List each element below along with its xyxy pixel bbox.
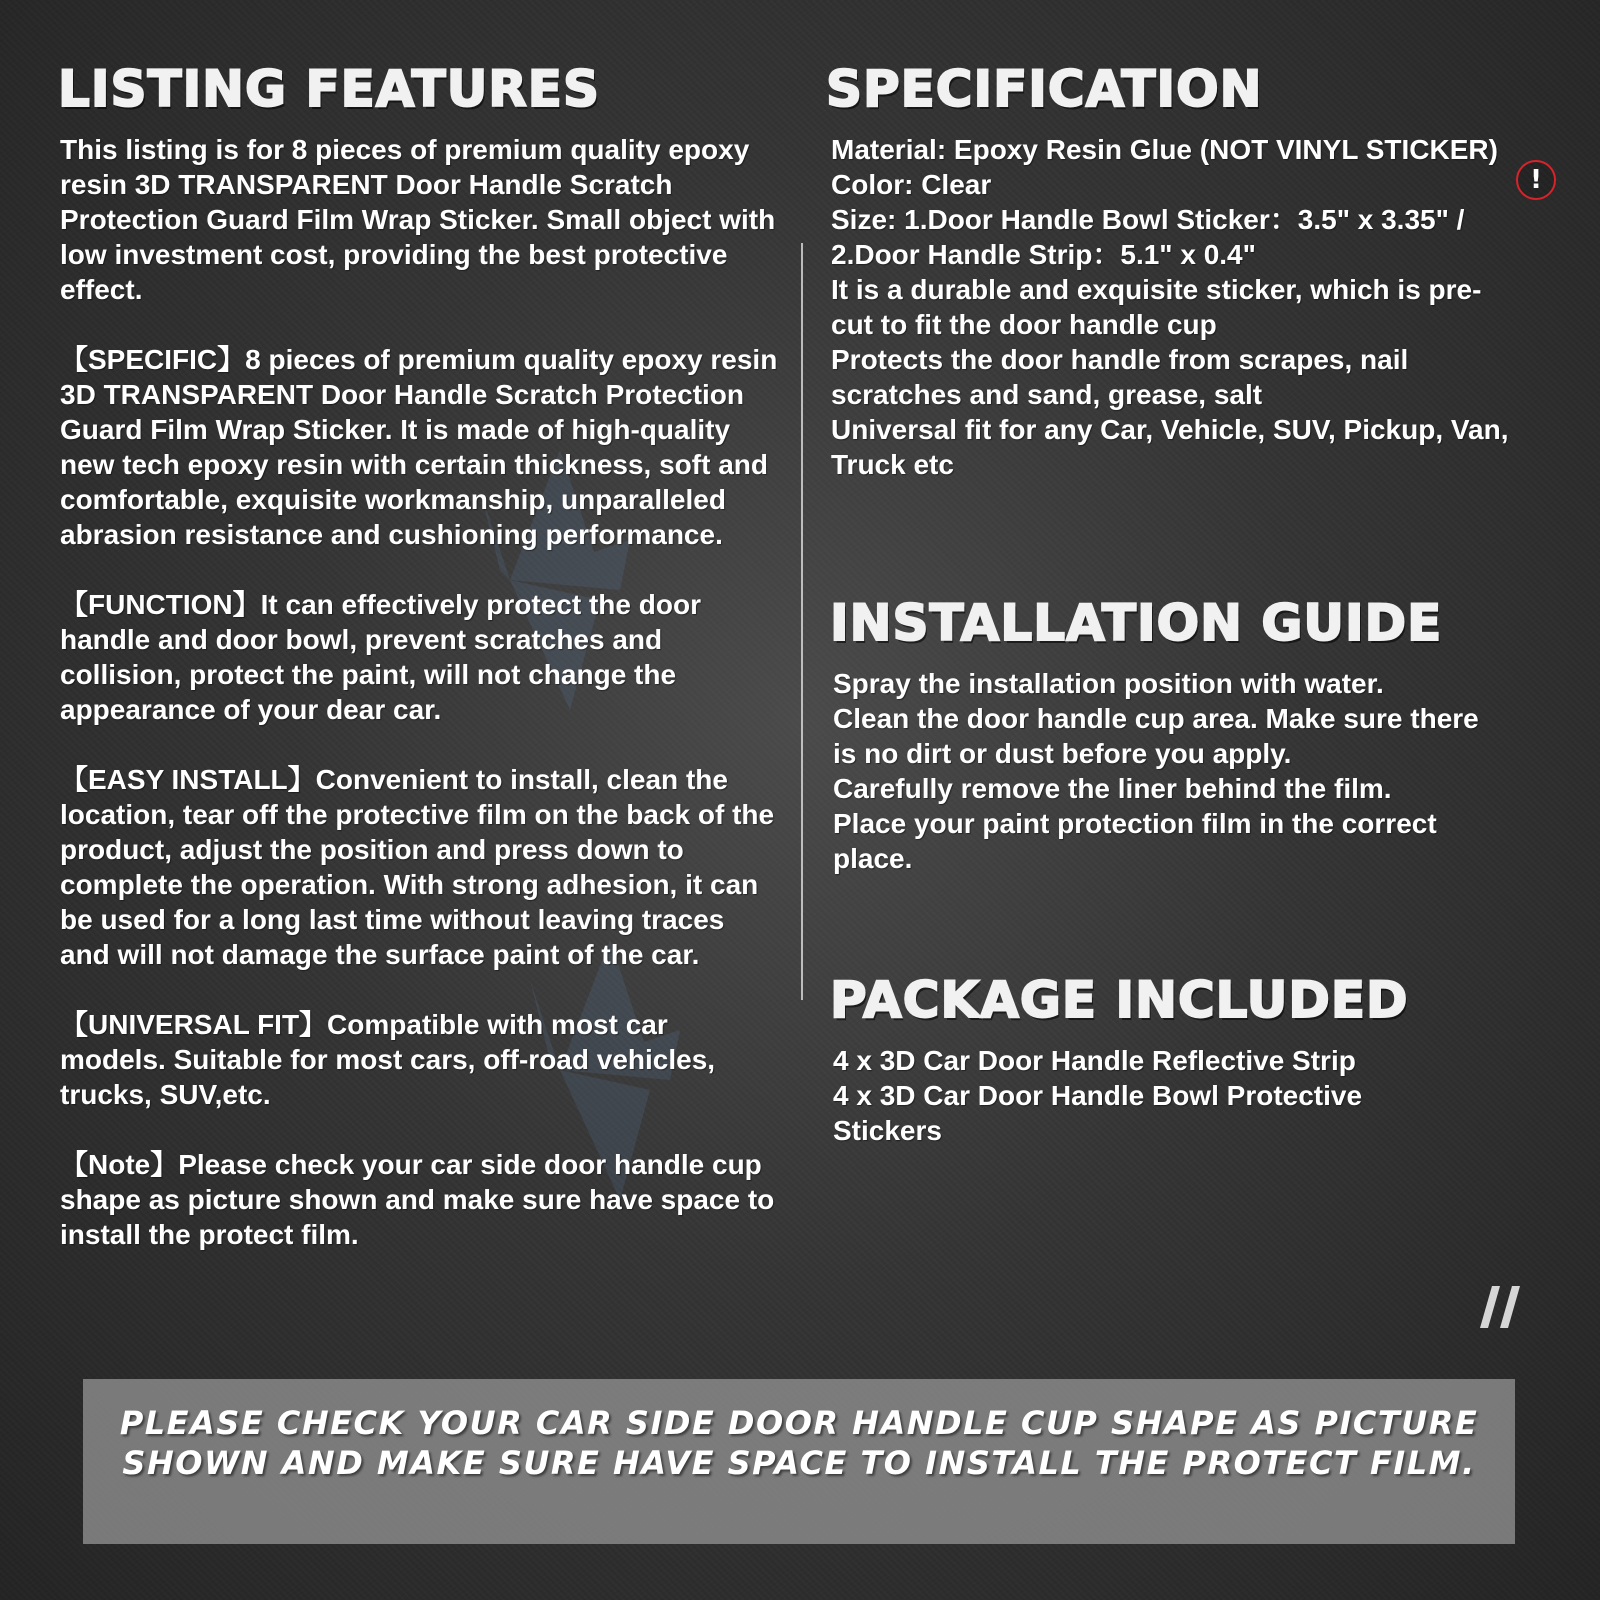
specific-paragraph: 【SPECIFIC】8 pieces of premium quality epoxy resin 3D TRANSPARENT Door Handle Scratch Protection Guard Film Wrap Sticker. It is made of high-quality new tech epoxy resin with certain thickness, soft and comfortable, exquisite workmanship, unparalleled abrasion resistance and cushioning performance. — [60, 344, 778, 550]
package-item: 4 x 3D Car Door Handle Reflective Strip — [833, 1045, 1356, 1076]
package-included-body — [833, 1043, 1433, 1148]
notice-banner-text: PLEASE CHECK YOUR CAR SIDE DOOR HANDLE CUP SHAPE AS PICTURE SHOWN AND MAKE SURE HAVE SPACE TO INSTALL THE PROTECT FILM. — [119, 1404, 1479, 1482]
specification-body — [831, 132, 1521, 482]
column-divider — [801, 243, 803, 1000]
listing-intro-paragraph: This listing is for 8 pieces of premium quality epoxy resin 3D TRANSPARENT Door Handle Scratch Protection Guard Film Wrap Sticker. Small object with low investment cost, providing the best protective effect. — [60, 134, 776, 305]
listing-features-body — [60, 132, 780, 1252]
double-slash-decoration — [1478, 1282, 1528, 1332]
spec-universal: Universal fit for any Car, Vehicle, SUV, Pickup, Van, Truck etc — [831, 414, 1509, 480]
spec-durable: It is a durable and exquisite sticker, which is pre-cut to fit the door handle cup — [831, 274, 1482, 340]
package-included-heading: PACKAGE INCLUDED — [830, 971, 1409, 1029]
easy-install-paragraph: 【EASY INSTALL】Convenient to install, clean the location, tear off the protective film on the back of the product, adjust the position and press down to complete the operation. With strong adhesion, it can be used for a long last time without leaving traces and will not damage the surface paint of the car. — [60, 764, 775, 970]
exclamation-circle-icon: ! — [1516, 160, 1556, 200]
notice-banner — [83, 1379, 1515, 1544]
installation-guide-body — [833, 666, 1493, 876]
install-step: Clean the door handle cup area. Make sure there is no dirt or dust before you apply. — [833, 703, 1479, 769]
package-item: 4 x 3D Car Door Handle Bowl Protective Stickers — [833, 1080, 1363, 1146]
function-paragraph: 【FUNCTION】It can effectively protect the door handle and door bowl, prevent scratches and collision, protect the paint, will not change the appearance of your dear car. — [60, 589, 701, 725]
listing-features-heading: LISTING FEATURES — [58, 60, 600, 118]
spec-size: Size: 1.Door Handle Bowl Sticker：3.5" x 3.35" / 2.Door Handle Strip：5.1" x 0.4" — [831, 204, 1465, 270]
spec-material: Material: Epoxy Resin Glue (NOT VINYL STICKER) — [831, 134, 1498, 165]
install-step: Carefully remove the liner behind the film. — [833, 773, 1392, 804]
install-step: Spray the installation position with water. — [833, 668, 1384, 699]
note-paragraph: 【Note】Please check your car side door handle cup shape as picture shown and make sure have space to install the protect film. — [60, 1149, 775, 1250]
specification-heading: SPECIFICATION — [826, 60, 1263, 118]
install-step: Place your paint protection film in the correct place. — [833, 808, 1437, 874]
universal-fit-paragraph: 【UNIVERSAL FIT】Compatible with most car models. Suitable for most cars, off-road vehicles, trucks, SUV,etc. — [60, 1009, 716, 1110]
installation-guide-heading: INSTALLATION GUIDE — [830, 594, 1443, 652]
spec-color: Color: Clear — [831, 169, 992, 200]
spec-protects: Protects the door handle from scrapes, nail scratches and sand, grease, salt — [831, 344, 1409, 410]
